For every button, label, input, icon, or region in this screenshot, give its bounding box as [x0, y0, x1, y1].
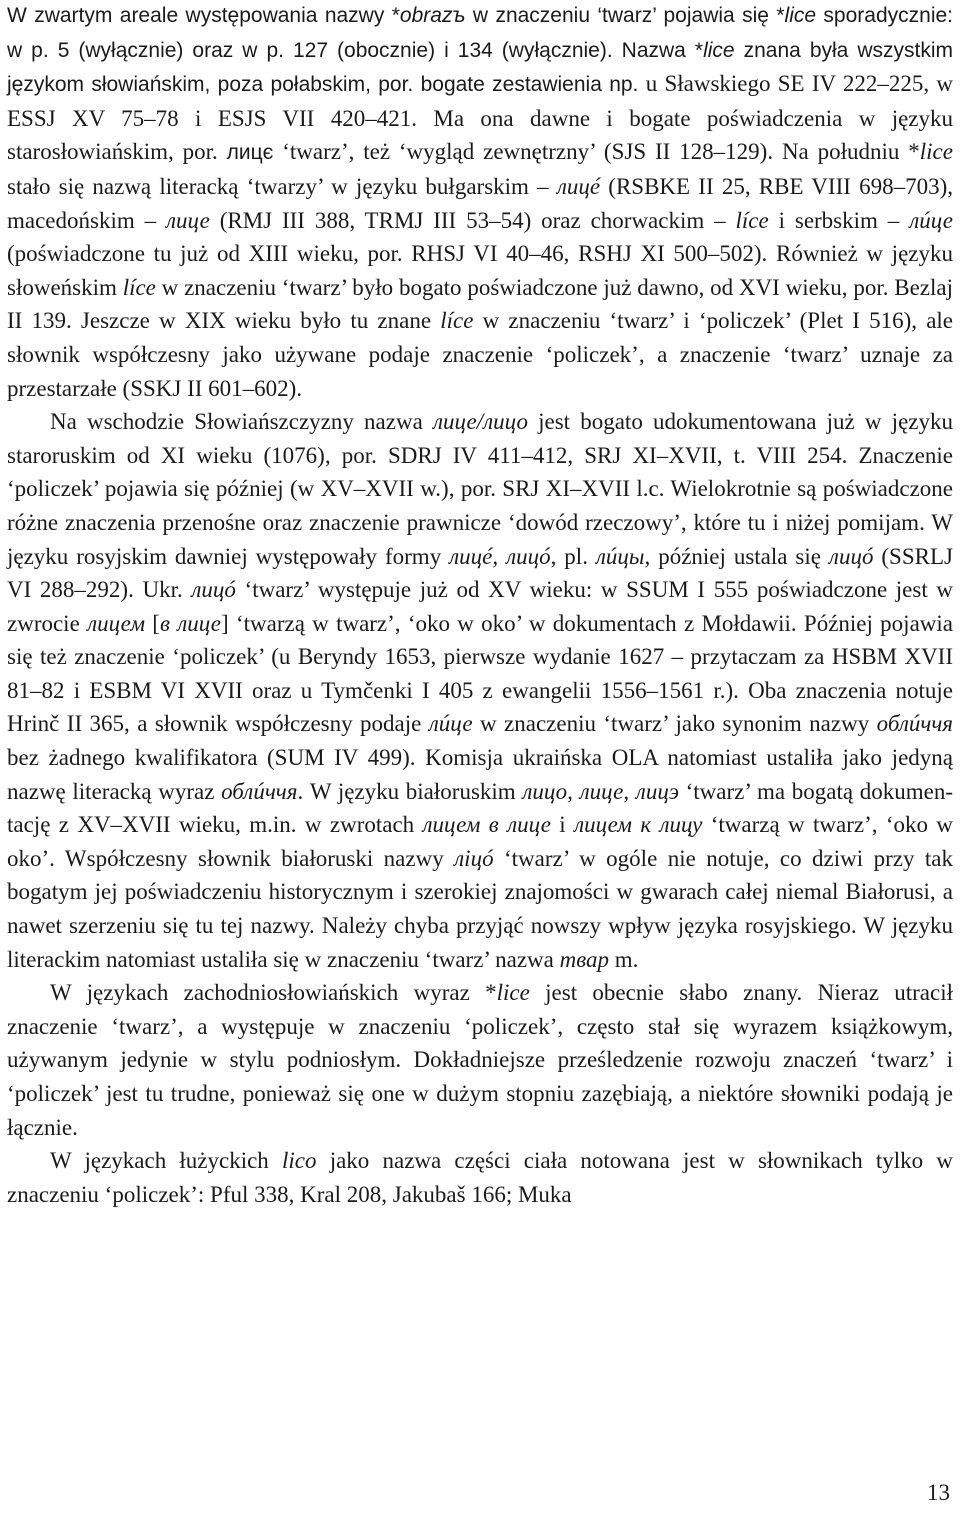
- text-segment: (RMJ III 388, TRMJ III 53–54) oraz chorwackim –: [209, 207, 736, 233]
- text-segment: znana była wszystkim językom słowiańskim, poza połabskim, por. bogate zestawienia np.: [7, 38, 954, 97]
- text-segment: лúце: [909, 207, 953, 233]
- text-segment: , pl.: [550, 543, 596, 569]
- text-segment: лицє: [226, 141, 274, 165]
- text-segment: (SSRLJ VI 288–292). Ukr.: [7, 543, 953, 603]
- paragraph-3: [7, 976, 953, 1144]
- text-segment: jako nazwa części ciała notowana jest w słownikach tylko w znaczeniu ‘policzek’: Pful 338, Kral 208, Jakubaš 166; Muka: [7, 1148, 953, 1207]
- text-segment: (poświadczone tu już od XIII wieku, por. RHSJ VI 40–46, RSHJ XI 500–502). Również w języku słoweńskim: [7, 241, 953, 300]
- text-segment: w znaczeniu ‘twarz’ pojawia się *: [465, 4, 785, 27]
- text-segment: ‘twarz’ występuje już od XV wieku: w SSUM I 555 poświadczone jest w zwrocie: [7, 577, 953, 636]
- text-segment: lice: [703, 38, 735, 62]
- paragraph-4: [7, 1144, 953, 1211]
- paragraph-2: [7, 405, 953, 976]
- text-segment: ] ‘twarzą w twarz’, ‘oko w oko’ w dokumentach z Mołdawii. Później pojawia się też znaczenie ‘policzek’ (u Beryndy 1653, pierwsze wydanie 1627 – przytaczam za HSBM XVII 81–82 i ESBM VI XVII oraz u Tymčenki I 405 z ewangelii 1556–1561 r.). Oba znaczenia notuje Hrinč II 365, a słownik współczesny podaje: [7, 610, 953, 737]
- text-segment: ‘twarz’ w ogóle nie notuje, co dziwi przy tak bogatym jej poświadczeniu historycznym i szerokiej znajomości w gwarach całej niemal Białorusi, a nawet szerzeniu się tu tej nazwy. Należy chyba przyjąć nowszy wpływ języka rosyjskiego. W języku literackim natomiast ustaliła się w znaczeniu ‘twarz’ nazwa: [7, 845, 953, 972]
- text-segment: u Sławskiego SE IV 222–225, w ESSJ XV 75–78 i ESJS VII 420–421. Ma ona dawne i bogate poświadczenia w języku starosłowiańskim, por.: [7, 71, 954, 165]
- text-segment: ‘twarzą w twarz’, ‘oko w oko’. Współczesny słownik białoruski nazwy: [7, 812, 953, 871]
- text-segment: в лице: [159, 610, 222, 636]
- text-segment: lice: [784, 4, 817, 27]
- text-segment: obrazъ: [399, 4, 466, 27]
- text-segment: líce: [735, 207, 769, 233]
- text-segment: лице: [166, 207, 210, 233]
- text-segment: W językach zachodniosłowiańskich wyraz *: [50, 980, 497, 1006]
- text-segment: лицó: [191, 577, 236, 603]
- text-segment: bez żadnego kwalifikatora (SUM IV 499). Komisja ukraińska OLA natomiast ustaliła jako jedyną nazwę literacką wyraz: [7, 745, 953, 804]
- text-segment: Na wschodzie Słowiańszczyzny nazwa: [50, 409, 433, 435]
- text-segment: m.: [609, 946, 639, 972]
- text-segment: твар: [559, 946, 610, 972]
- text-segment: W zwartym areale występowania nazwy *: [7, 4, 400, 27]
- text-segment: lice: [496, 980, 530, 1006]
- text-segment: ‘twarz’, też ‘wygląd zewnętrzny’ (SJS II 128–129). Na południu *: [273, 139, 920, 165]
- text-segment: лицó: [828, 543, 874, 569]
- text-segment: лицем: [87, 610, 145, 636]
- text-segment: lice: [919, 139, 953, 165]
- document-body: [7, 0, 953, 1211]
- text-segment: лúце: [428, 711, 473, 737]
- text-segment: W językach łużyckich: [50, 1148, 283, 1174]
- text-segment: облúччя: [221, 778, 298, 804]
- text-segment: , później ustala się: [644, 543, 829, 569]
- text-segment: w znaczeniu ‘twarz’ jako synonim nazwy: [472, 711, 877, 737]
- text-segment: i: [550, 812, 575, 838]
- text-segment: w znaczeniu ‘twarz’ i ‘policzek’ (Plet I 516), ale słownik współczesny jako używane podaje znaczenie ‘policzek’, a znaczenie ‘twarz’ uznaje za przestarzałe (SSKJ II 601–602).: [7, 308, 953, 401]
- text-segment: . W języku białoruskim: [297, 778, 523, 804]
- text-segment: i serbskim –: [768, 207, 910, 233]
- text-segment: w znaczeniu ‘twarz’ było bogato poświadczone już dawno, od XVI wieku, por. Bezlaj II 139. Jeszcze w XIX wieku było tu znane: [7, 274, 953, 334]
- text-segment: лúцы: [595, 543, 645, 569]
- text-segment: лице/лицо: [432, 409, 528, 435]
- text-segment: stało się nazwą literacką ‘twarzy’ w języku bułgarskim –: [7, 173, 557, 199]
- text-segment: лицé: [556, 173, 601, 199]
- text-segment: ліцó: [454, 845, 494, 871]
- text-segment: ‘twarz’ ma bogatą dokumentację z XV–XVII wieku, m.in. w zwrotach: [7, 778, 953, 838]
- text-segment: jest obecnie słabo znany. Nieraz utracił znaczenie ‘twarz’, a występuje w znaczeniu ‘policzek’, często stał się wyrazem książkowym, używanym jedynie w stylu podniosłym. Dokładniejsze prześledzenie rozwoju znaczeń ‘twarz’ i ‘policzek’ jest tu trudne, ponieważ się one w dużym stopniu zazębiają, a niektóre słowniki podają je łącznie.: [7, 980, 953, 1140]
- text-segment: облúччя: [876, 711, 953, 737]
- paragraph-1: [7, 0, 953, 405]
- text-segment: [: [145, 610, 160, 636]
- text-segment: (RSBKE II 25, RBE VIII 698–703), macedońskim –: [7, 173, 954, 233]
- text-segment: jest bogato udokumentowana już w języku staroruskim od XI wieku (1076), por. SDRJ IV 411–412, SRJ XI–XVII, t. VIII 254. Znaczenie ‘policzek’ pojawia się później (w XV–XVII w.), por. SRJ XI–XVII l.c. Wielokrotnie są poświadczone różne znaczenia przenośne oraz znaczenie prawnicze ‘dowód rzeczowy’, które tu i niżej pomijam. W języku rosyjskim dawniej występowały formy: [7, 409, 953, 569]
- text-segment: лицем к лицу: [574, 812, 703, 838]
- text-segment: líce: [440, 308, 474, 334]
- text-segment: лицо, лице, лицэ: [522, 778, 679, 804]
- text-segment: líce: [122, 274, 156, 300]
- text-segment: sporadycznie: w p. 5 (wyłącznie) oraz w p. 127 (obocznie) i 134 (wyłącznie). Nazwa *: [7, 4, 954, 62]
- page-number: 13: [927, 1480, 950, 1505]
- text-segment: lico: [282, 1148, 317, 1174]
- text-segment: лицем в лице: [422, 812, 551, 838]
- text-segment: лицé, лицó: [449, 543, 551, 569]
